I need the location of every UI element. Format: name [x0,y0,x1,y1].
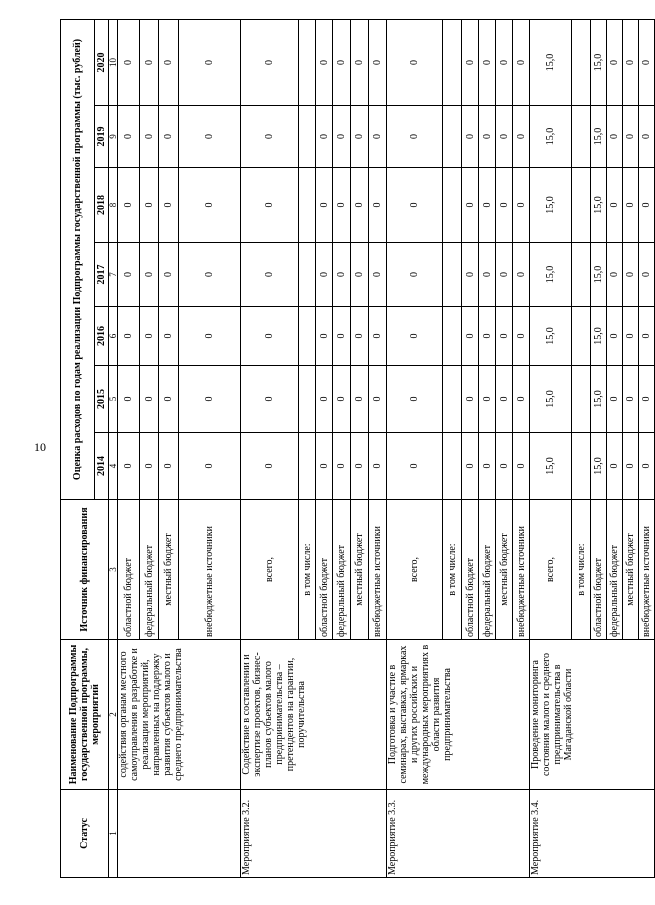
value-cell: 0 [333,433,351,500]
value-cell [572,366,591,433]
value-cell: 0 [351,106,369,168]
value-cell: 0 [607,168,623,243]
value-cell: 0 [118,433,140,500]
measure-name-cell: Подготовка и участие в семинарах, выставках, ярмарках и других российских и международных мероприятиях в области развития предпринимательства [387,640,530,790]
status-cell [118,790,241,878]
value-cell: 0 [140,307,159,366]
value-cell: 15,0 [591,19,607,105]
value-cell: 0 [241,19,299,105]
value-cell: 0 [462,106,479,168]
value-cell: 0 [369,433,387,500]
value-cell: 0 [333,106,351,168]
value-cell: 0 [607,366,623,433]
funding-source-cell: областной бюджет [118,500,140,640]
funding-source-cell: областной бюджет [316,500,333,640]
value-cell: 0 [140,19,159,105]
value-cell: 0 [462,366,479,433]
header-status: Статус [61,790,109,878]
funding-source-cell: федеральный бюджет [607,500,623,640]
funding-source-cell: федеральный бюджет [140,500,159,640]
value-cell: 0 [118,19,140,105]
header-row [61,19,95,877]
value-cell: 0 [159,243,179,307]
header-year: 2020 [95,19,109,105]
value-cell: 0 [179,307,241,366]
value-cell: 0 [623,243,639,307]
value-cell: 0 [241,168,299,243]
table-body [118,19,655,877]
value-cell: 0 [479,307,496,366]
value-cell: 0 [623,366,639,433]
value-cell: 0 [179,433,241,500]
value-cell: 0 [496,366,513,433]
table-row [530,19,572,877]
header-year: 2019 [95,106,109,168]
value-cell: 0 [179,168,241,243]
value-cell: 0 [623,19,639,105]
value-cell: 0 [351,19,369,105]
header-year: 2017 [95,243,109,307]
value-cell [572,168,591,243]
value-cell: 0 [118,366,140,433]
value-cell: 0 [241,106,299,168]
value-cell: 0 [496,106,513,168]
value-cell: 0 [387,433,443,500]
value-cell: 0 [316,433,333,500]
status-cell: Мероприятие 3.3. [387,790,530,878]
value-cell: 0 [462,307,479,366]
value-cell: 15,0 [591,307,607,366]
value-cell: 15,0 [530,19,572,105]
value-cell [299,307,316,366]
value-cell [299,106,316,168]
value-cell: 0 [179,106,241,168]
value-cell: 0 [316,19,333,105]
value-cell: 0 [316,243,333,307]
column-number: 5 [109,366,118,433]
page-number: 10 [34,440,46,454]
value-cell: 0 [159,168,179,243]
value-cell [572,106,591,168]
value-cell [572,243,591,307]
rotated-table-container [60,20,652,878]
value-cell: 0 [639,307,655,366]
funding-source-cell: в том числе: [299,500,316,640]
value-cell: 0 [159,307,179,366]
value-cell: 0 [607,106,623,168]
financing-table [60,19,655,878]
value-cell: 0 [118,106,140,168]
value-cell [299,433,316,500]
value-cell: 0 [351,168,369,243]
value-cell: 0 [387,307,443,366]
value-cell: 0 [369,243,387,307]
value-cell: 15,0 [591,433,607,500]
column-number-row [109,19,118,877]
value-cell: 15,0 [530,433,572,500]
measure-name-cell: Проведение мониторинга состояния малого и среднего предпринимательства в Магаданской области [530,640,655,790]
header-estimate: Оценка расходов по годам реализации Подпрограммы государственной программы (тыс. рублей) [61,19,95,499]
funding-source-cell: в том числе: [443,500,462,640]
value-cell [299,366,316,433]
value-cell [443,19,462,105]
value-cell [299,243,316,307]
value-cell: 0 [369,19,387,105]
measure-name-cell: содействия органам местного самоуправления в разработке и реализации мероприятий, направленных на поддержку развития субъектов малого и среднего предпринимательства [118,640,241,790]
value-cell: 0 [140,366,159,433]
funding-source-cell: внебюджетные источники [639,500,655,640]
value-cell: 0 [639,243,655,307]
header-source: Источник финансирования [61,500,109,640]
column-number: 6 [109,307,118,366]
value-cell: 0 [241,307,299,366]
value-cell: 0 [607,433,623,500]
funding-source-cell: внебюджетные источники [513,500,530,640]
value-cell: 15,0 [591,106,607,168]
value-cell: 0 [513,243,530,307]
column-number: 10 [109,19,118,105]
value-cell: 0 [159,19,179,105]
value-cell: 0 [462,433,479,500]
value-cell: 0 [479,366,496,433]
column-number: 7 [109,243,118,307]
funding-source-cell: в том числе: [572,500,591,640]
value-cell: 15,0 [530,243,572,307]
value-cell: 0 [623,168,639,243]
value-cell: 0 [513,106,530,168]
value-cell: 15,0 [591,168,607,243]
value-cell: 0 [369,366,387,433]
value-cell: 0 [387,366,443,433]
value-cell: 0 [140,168,159,243]
value-cell: 0 [479,19,496,105]
funding-source-cell: внебюджетные источники [369,500,387,640]
value-cell: 0 [513,307,530,366]
value-cell: 0 [496,243,513,307]
funding-source-cell: федеральный бюджет [333,500,351,640]
value-cell [572,19,591,105]
value-cell: 0 [607,19,623,105]
value-cell: 0 [479,433,496,500]
value-cell: 15,0 [530,168,572,243]
value-cell: 0 [118,307,140,366]
value-cell: 0 [639,168,655,243]
value-cell: 0 [496,19,513,105]
value-cell: 0 [513,366,530,433]
value-cell: 0 [333,366,351,433]
table-row [241,19,299,877]
value-cell: 0 [241,433,299,500]
value-cell: 0 [387,243,443,307]
value-cell: 0 [351,366,369,433]
value-cell: 0 [333,243,351,307]
header-year: 2014 [95,433,109,500]
value-cell: 0 [639,366,655,433]
funding-source-cell: всего, [530,500,572,640]
funding-source-cell: внебюджетные источники [179,500,241,640]
value-cell: 0 [118,168,140,243]
value-cell [299,19,316,105]
value-cell: 0 [479,168,496,243]
table-row [387,19,443,877]
value-cell: 0 [496,168,513,243]
value-cell: 15,0 [530,106,572,168]
value-cell: 0 [140,433,159,500]
value-cell: 0 [369,307,387,366]
value-cell [572,307,591,366]
value-cell: 0 [351,307,369,366]
value-cell: 0 [179,19,241,105]
value-cell: 0 [241,366,299,433]
value-cell: 0 [159,106,179,168]
value-cell: 0 [479,243,496,307]
column-number: 8 [109,168,118,243]
value-cell: 0 [462,168,479,243]
funding-source-cell: областной бюджет [591,500,607,640]
value-cell: 0 [607,243,623,307]
value-cell: 0 [623,106,639,168]
value-cell [572,433,591,500]
funding-source-cell: местный бюджет [159,500,179,640]
value-cell: 0 [118,243,140,307]
value-cell: 0 [351,433,369,500]
value-cell: 0 [623,307,639,366]
value-cell: 0 [333,19,351,105]
value-cell [443,106,462,168]
value-cell: 0 [369,168,387,243]
value-cell: 0 [639,106,655,168]
table-row [118,19,140,877]
status-cell: Мероприятие 3.4. [530,790,655,878]
status-cell: Мероприятие 3.2. [241,790,387,878]
funding-source-cell: местный бюджет [496,500,513,640]
value-cell: 0 [140,106,159,168]
value-cell: 0 [639,19,655,105]
funding-source-cell: федеральный бюджет [479,500,496,640]
value-cell: 15,0 [530,366,572,433]
header-year: 2018 [95,168,109,243]
value-cell: 0 [496,307,513,366]
value-cell: 0 [316,168,333,243]
value-cell: 15,0 [591,243,607,307]
value-cell: 0 [333,168,351,243]
funding-source-cell: областной бюджет [462,500,479,640]
value-cell [443,307,462,366]
value-cell: 0 [513,433,530,500]
value-cell: 0 [316,307,333,366]
value-cell: 0 [462,243,479,307]
column-number: 1 [109,790,118,878]
column-number: 9 [109,106,118,168]
header-year: 2016 [95,307,109,366]
header-year: 2015 [95,366,109,433]
value-cell: 0 [140,243,159,307]
measure-name-cell: Содействие в составлении и экспертизе проектов, бизнес-планов субъектов малого предпринимательства – претендентов на гарантии, поручительства [241,640,387,790]
column-number: 2 [109,640,118,790]
value-cell: 0 [316,106,333,168]
value-cell: 0 [159,433,179,500]
funding-source-cell: всего, [241,500,299,640]
value-cell: 0 [387,106,443,168]
value-cell: 0 [607,307,623,366]
value-cell: 0 [179,243,241,307]
value-cell: 0 [479,106,496,168]
value-cell: 0 [333,307,351,366]
value-cell: 15,0 [591,366,607,433]
value-cell: 0 [159,366,179,433]
value-cell: 0 [496,433,513,500]
value-cell: 0 [387,168,443,243]
header-name: Наименование Подпрограммы государственной программы, мероприятий [61,640,109,790]
value-cell: 15,0 [530,307,572,366]
value-cell: 0 [387,19,443,105]
value-cell [443,366,462,433]
value-cell: 0 [351,243,369,307]
funding-source-cell: местный бюджет [623,500,639,640]
value-cell: 0 [316,366,333,433]
value-cell: 0 [513,19,530,105]
funding-source-cell: всего, [387,500,443,640]
value-cell [299,168,316,243]
value-cell [443,168,462,243]
value-cell: 0 [462,19,479,105]
value-cell: 0 [639,433,655,500]
column-number: 4 [109,433,118,500]
value-cell: 0 [241,243,299,307]
value-cell: 0 [623,433,639,500]
value-cell [443,433,462,500]
funding-source-cell: местный бюджет [351,500,369,640]
value-cell: 0 [513,168,530,243]
value-cell [443,243,462,307]
value-cell: 0 [179,366,241,433]
column-number: 3 [109,500,118,640]
value-cell: 0 [369,106,387,168]
